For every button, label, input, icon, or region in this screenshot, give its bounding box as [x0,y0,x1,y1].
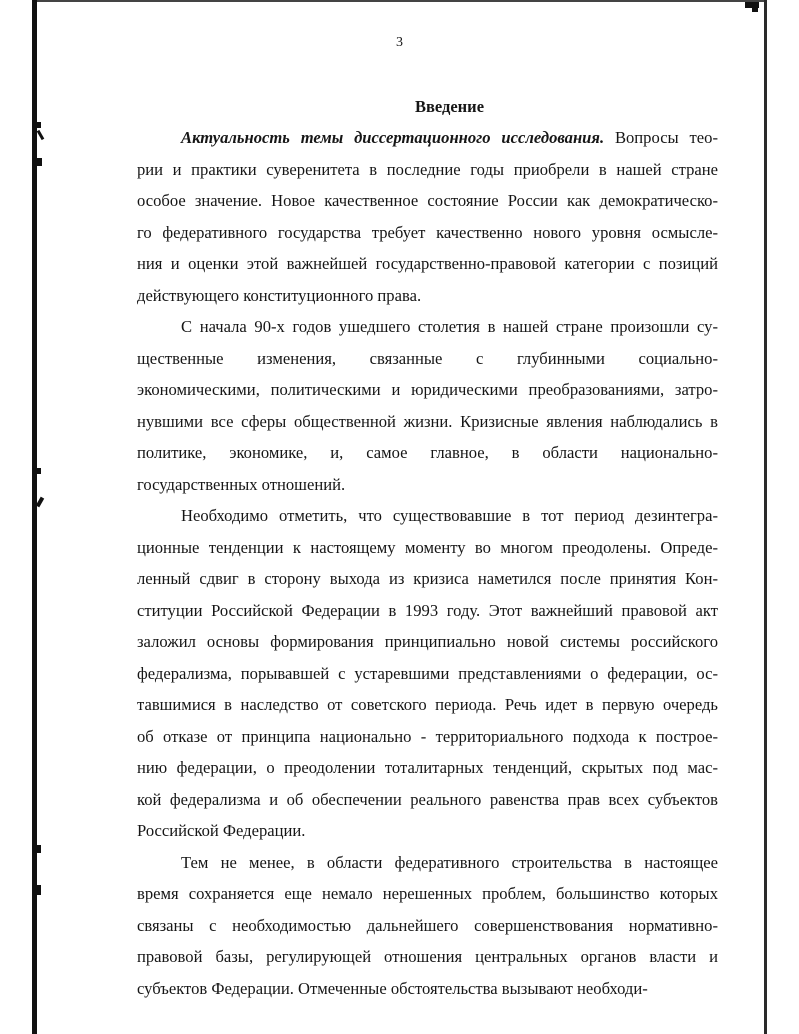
text-line [137,563,718,595]
text-line [137,626,718,658]
body-text [137,122,718,1004]
line-text: ния и оценки этой важнейшей государственно-правовой категории с позиций [137,254,718,273]
text-line [137,437,718,469]
line-text: кой федерализма и об обеспечении реального равенства прав всех субъектов [137,789,718,809]
line-text: субъектов Федерации. Отмеченные обстоятельства вызывают необходи- [137,978,648,998]
paragraph [137,311,718,500]
line-text: об отказе от принципа национально - территориального подхода к построе- [137,726,718,746]
text-line [137,878,718,910]
text-line [137,847,718,879]
line-text: рии и практики суверенитета в последние годы приобрели в нашей стране [137,159,718,179]
line-text: федерализма, порывавшей с устаревшими представлениями о федерации, ос- [137,663,718,683]
text-line [137,721,718,753]
scan-speck [37,468,41,474]
scan-speck [37,130,45,140]
text-line [137,154,718,186]
line-text: связаны с необходимостью дальнейшего совершенствования нормативно- [137,915,718,935]
line-text: Необходимо отметить, что существовавшие в тот период дезинтегра- [181,506,718,525]
text-line [137,280,718,312]
text-line [137,910,718,942]
scan-speck [36,497,44,508]
line-text: правовой базы, регулирующей отношения центральных органов власти и [137,947,718,966]
text-line [137,941,718,973]
text-line [137,122,718,154]
line-text: действующего конституционного права. [137,285,422,305]
line-text: Российской Федерации. [137,821,306,840]
line-text: С начала 90-х годов ушедшего столетия в нашей стране произошли су- [181,317,718,336]
scan-border-right [764,0,767,1034]
scan-border-left [32,0,37,1034]
line-text: го федеративного государства требует качественно нового уровня осмысле- [137,222,718,242]
line-text: нувшими все сферы общественной жизни. Кризисные явления наблюдались в [137,411,718,431]
scan-speck [752,8,758,12]
text-line [137,469,718,501]
paragraph [137,122,718,311]
scan-speck [37,885,41,895]
text-line [137,815,718,847]
paragraph [137,500,718,847]
emphasis-text: Актуальность темы диссертационного исследования. [181,128,605,147]
section-heading [50,97,799,117]
text-line [137,374,718,406]
line-text: государственных отношений. [137,474,346,494]
text-line [137,752,718,784]
line-text: заложил основы формирования принципиально новой системы российского [137,632,718,651]
line-text: нию федерации, о преодолении тоталитарных тенденций, скрытых под мас- [137,758,718,777]
text-line [137,689,718,721]
text-line [137,595,718,627]
heading-text: Введение [414,97,485,116]
text-line [137,311,718,343]
text-line [137,658,718,690]
text-line [137,406,718,438]
text-line [137,248,718,280]
line-text: щественные изменения, связанные с глубинными социально- [137,348,718,368]
text-line [137,532,718,564]
scan-speck [37,122,41,128]
paragraph [137,847,718,1005]
text-line [137,217,718,249]
text-line [137,784,718,816]
line-text: особое значение. Новое качественное состояние России как демократическо- [137,191,718,210]
line-text: экономическими, политическими и юридическими преобразованиями, затро- [137,380,718,399]
scan-speck [37,158,42,166]
line-text: тавшимися в наследство от советского периода. Речь идет в первую очередь [137,695,718,714]
text-line [137,500,718,532]
line-text: ционные тенденции к настоящему моменту во многом преодолены. Опреде- [137,537,718,557]
text-line [137,973,718,1005]
page-number: 3 [396,35,403,50]
scan-border-top [32,0,767,2]
line-text: Вопросы тео- [604,128,718,147]
text-line [137,343,718,375]
line-text: политике, экономике, и, самое главное, в области национально- [137,443,718,462]
line-text: ленный сдвиг в сторону выхода из кризиса наметился после принятия Кон- [137,569,718,588]
text-line [137,185,718,217]
line-text: ституции Российской Федерации в 1993 году. Этот важнейший правовой акт [137,600,718,620]
line-text: Тем не менее, в области федеративного строительства в настоящее [181,852,718,872]
line-text: время сохраняется еще немало нерешенных проблем, большинство которых [137,884,718,903]
scan-speck [37,845,41,853]
